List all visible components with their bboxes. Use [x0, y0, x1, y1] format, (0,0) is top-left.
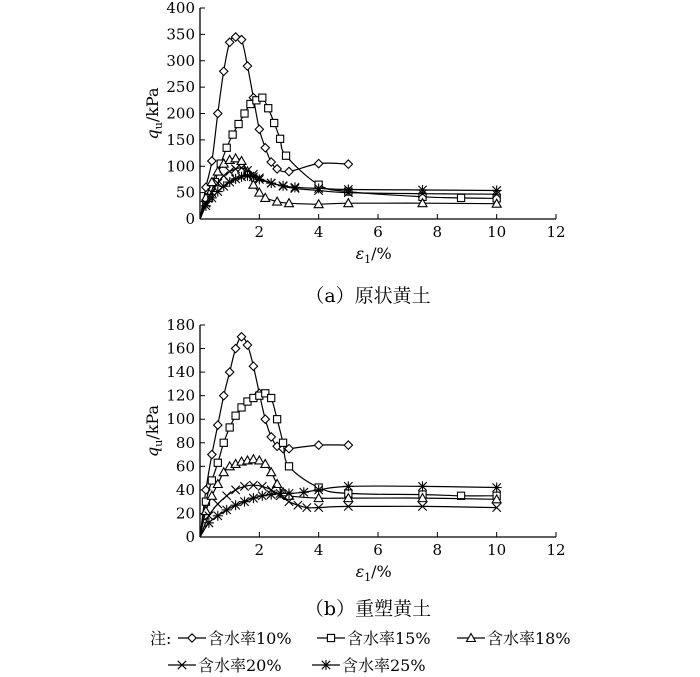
data-point-x — [240, 482, 248, 490]
x-tick-label: 12 — [546, 223, 566, 241]
data-point-diamond — [249, 362, 257, 370]
data-point-asterisk — [248, 493, 258, 503]
data-point-x — [214, 500, 222, 508]
data-point-asterisk — [204, 518, 214, 528]
x-tick-label: 6 — [373, 223, 383, 241]
data-point-square — [241, 110, 248, 117]
legend — [150, 629, 571, 675]
data-point-diamond — [267, 158, 275, 166]
data-point-asterisk — [492, 186, 502, 196]
legend-item — [178, 629, 292, 648]
x-tick-label: 10 — [487, 223, 507, 241]
x-tick-label: 2 — [254, 541, 265, 559]
x-tick-label: 2 — [254, 223, 265, 241]
data-point-asterisk — [343, 481, 353, 491]
y-tick-label: 250 — [166, 78, 195, 97]
y-tick-label: 350 — [166, 25, 195, 44]
y-tick-label: 50 — [175, 183, 195, 202]
data-point-diamond — [208, 450, 216, 458]
y-tick-label: 80 — [175, 433, 195, 452]
data-point-diamond — [243, 341, 251, 349]
y-tick-label: 400 — [166, 0, 195, 17]
x-tick-label: 4 — [313, 223, 324, 241]
data-point-asterisk — [254, 174, 264, 184]
data-point-square — [277, 135, 284, 142]
data-point-asterisk — [219, 181, 229, 191]
data-point-diamond — [267, 433, 275, 441]
data-point-asterisk — [266, 490, 276, 500]
x-tick-label: 6 — [373, 541, 383, 559]
data-point-square — [279, 439, 286, 446]
panel-caption: （a）原状黄土 — [305, 285, 431, 307]
data-point-square — [282, 152, 289, 159]
data-point-diamond — [243, 62, 251, 70]
data-point-diamond — [231, 344, 239, 352]
data-point-square — [208, 477, 215, 484]
legend-item — [457, 629, 571, 648]
x-axis-label: $\varepsilon_1/\%$ — [355, 244, 392, 266]
data-point-asterisk — [240, 497, 250, 507]
y-tick-label: 60 — [175, 457, 195, 476]
data-point-square — [226, 424, 233, 431]
data-point-asterisk — [284, 488, 294, 498]
data-point-square — [265, 105, 272, 112]
y-tick-label: 100 — [166, 410, 195, 429]
data-point-diamond — [220, 391, 228, 399]
data-point-square — [457, 194, 464, 201]
data-point-asterisk — [290, 182, 300, 192]
data-point-square — [220, 439, 227, 446]
data-point-asterisk — [299, 487, 309, 497]
legend-label: 含水率15% — [347, 629, 431, 648]
x-tick-label: 4 — [313, 541, 324, 559]
data-point-diamond — [344, 160, 352, 168]
data-point-diamond — [261, 415, 269, 423]
data-point-diamond — [285, 167, 293, 175]
panel-a-chart — [143, 0, 566, 307]
y-tick-label: 180 — [166, 316, 195, 334]
data-point-diamond — [225, 368, 233, 376]
data-point-square — [268, 394, 275, 401]
x-axis-label: $\varepsilon_1/\%$ — [355, 562, 392, 584]
data-point-diamond — [214, 421, 222, 429]
legend-label: 含水率25% — [342, 656, 426, 675]
data-point-asterisk — [314, 183, 324, 193]
data-point-asterisk — [343, 184, 353, 194]
data-point-diamond — [208, 157, 216, 165]
data-point-triangle — [213, 167, 222, 175]
x-tick-label: 8 — [432, 541, 443, 559]
panel-b-chart — [143, 316, 566, 620]
data-point-asterisk — [231, 500, 241, 510]
legend-marker-diamond — [188, 634, 196, 642]
data-point-square — [285, 463, 292, 470]
x-tick-label: 10 — [487, 541, 507, 559]
data-point-x — [223, 492, 231, 500]
data-point-asterisk — [257, 491, 267, 501]
y-tick-label: 100 — [166, 157, 195, 176]
data-point-x — [258, 482, 266, 490]
x-tick-label: 8 — [432, 223, 443, 241]
legend-prefix: 注: — [150, 629, 172, 648]
data-point-x — [294, 501, 302, 509]
data-point-square — [274, 416, 281, 423]
data-point-asterisk — [201, 201, 211, 211]
data-point-triangle — [267, 468, 276, 476]
data-point-asterisk — [314, 485, 324, 495]
legend-label: 含水率20% — [198, 656, 282, 675]
y-axis-label: $q_u$/kPa — [143, 404, 165, 458]
data-point-diamond — [314, 441, 322, 449]
legend-marker-square — [327, 634, 334, 641]
data-point-asterisk — [418, 185, 428, 195]
y-axis-label: $q_u$/kPa — [143, 87, 165, 140]
data-point-diamond — [220, 67, 228, 75]
y-tick-label: 200 — [166, 104, 195, 123]
data-point-diamond — [225, 38, 233, 46]
data-point-diamond — [261, 144, 269, 152]
data-point-diamond — [255, 125, 263, 133]
data-point-diamond — [314, 159, 322, 167]
y-tick-label: 0 — [185, 210, 195, 228]
data-point-square — [223, 144, 230, 151]
x-tick-label: 12 — [546, 541, 566, 559]
legend-label: 含水率10% — [208, 629, 292, 648]
data-point-asterisk — [266, 178, 276, 188]
data-point-asterisk — [275, 488, 285, 498]
data-point-square — [229, 131, 236, 138]
y-tick-label: 150 — [166, 130, 195, 149]
data-point-diamond — [344, 441, 352, 449]
y-tick-label: 20 — [175, 504, 195, 523]
y-tick-label: 140 — [166, 363, 195, 382]
data-point-x — [231, 486, 239, 494]
data-point-diamond — [214, 109, 222, 117]
data-point-asterisk — [492, 483, 502, 493]
data-point-asterisk — [213, 511, 223, 521]
legend-item — [168, 656, 282, 675]
data-point-square — [214, 459, 221, 466]
y-tick-label: 40 — [175, 480, 195, 499]
data-point-asterisk — [222, 505, 232, 515]
panel-caption: （b）重塑黄土 — [304, 598, 432, 620]
data-point-triangle — [273, 480, 282, 488]
y-tick-label: 0 — [185, 528, 195, 546]
legend-marker-asterisk — [321, 660, 331, 670]
legend-item — [312, 656, 426, 675]
y-tick-label: 300 — [166, 51, 195, 70]
data-point-square — [259, 94, 266, 101]
data-point-square — [232, 412, 239, 419]
data-point-square — [271, 119, 278, 126]
data-point-square — [235, 120, 242, 127]
y-tick-label: 120 — [166, 386, 195, 405]
data-point-asterisk — [418, 481, 428, 491]
y-tick-label: 160 — [166, 339, 195, 358]
data-point-asterisk — [278, 181, 288, 191]
legend-item — [317, 629, 431, 648]
legend-label: 含水率18% — [487, 629, 571, 648]
